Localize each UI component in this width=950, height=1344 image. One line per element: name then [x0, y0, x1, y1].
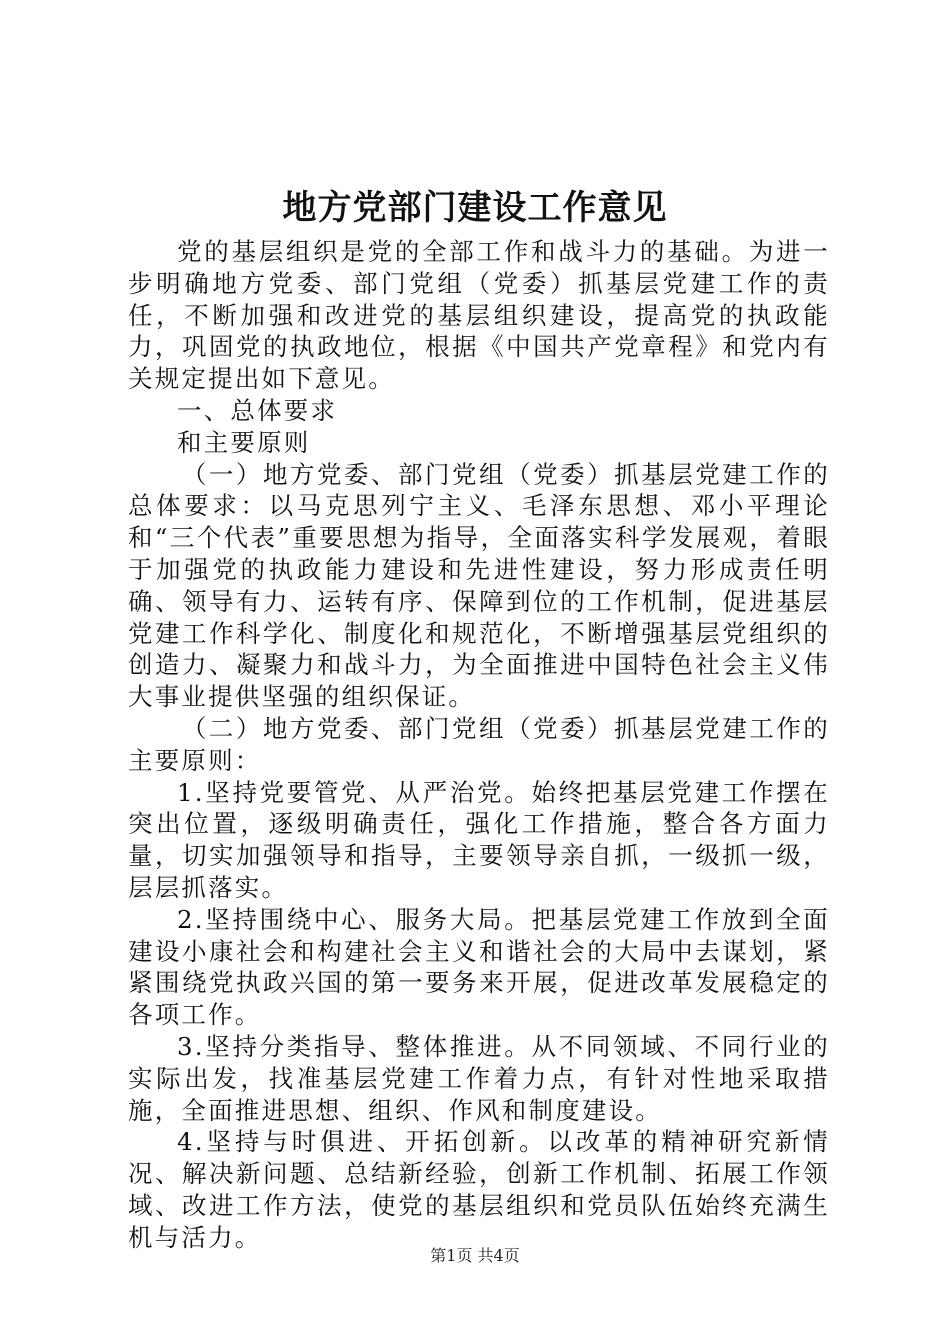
document-body [128, 236, 830, 1254]
paragraph-intro: 党的基层组织是党的全部工作和战斗力的基础。为进一步明确地方党委、部门党组（党委）抓基层党建工作的责任，不断加强和改进党的基层组织建设，提高党的执政能力，巩固党的执政地位，根据《中国共产党章程》和党内有关规定提出如下意见。 [128, 237, 830, 394]
paragraph-main-principles: （二）地方党委、部门党组（党委）抓基层党建工作的主要原则： [128, 713, 830, 775]
principle-item-3: 3.坚持分类指导、整体推进。从不同领域、不同行业的实际出发，找准基层党建工作着力点，有针对性地采取措施，全面推进思想、组织、作风和制度建设。 [128, 1031, 830, 1125]
document-title: 地方党部门建设工作意见 [282, 188, 668, 228]
section-heading-1-continued: 和主要原则 [177, 427, 311, 457]
principle-item-1: 1.坚持党要管党、从严治党。始终把基层党建工作摆在突出位置，逐级明确责任，强化工作措施，整合各方面力量，切实加强领导和指导，主要领导亲自抓，一级抓一级，层层抓落实。 [128, 777, 830, 902]
principle-item-4: 4.坚持与时俱进、开拓创新。以改革的精神研究新情况、解决新问题、总结新经验，创新工作机制、拓展工作领域、改进工作方法，使党的基层组织和党员队伍始终充满生机与活力。 [128, 1127, 830, 1252]
page-number-footer: 第1页 共4页 [430, 1246, 520, 1265]
paragraph-general-requirements: （一）地方党委、部门党组（党委）抓基层党建工作的总体要求：以马克思列宁主义、毛泽东思想、邓小平理论和“三个代表”重要思想为指导，全面落实科学发展观，着眼于加强党的执政能力建设和先进性建设，努力形成责任明确、领导有力、运转有序、保障到位的工作机制，促进基层党建工作科学化、制度化和规范化，不断增强基层党组织的创造力、凝聚力和战斗力，为全面推进中国特色社会主义伟大事业提供坚强的组织保证。 [128, 459, 830, 712]
section-heading-1: 一、总体要求 [177, 395, 338, 425]
principle-item-2: 2.坚持围绕中心、服务大局。把基层党建工作放到全面建设小康社会和构建社会主义和谐社会的大局中去谋划，紧紧围绕党执政兴国的第一要务来开展，促进改革发展稳定的各项工作。 [128, 904, 830, 1030]
